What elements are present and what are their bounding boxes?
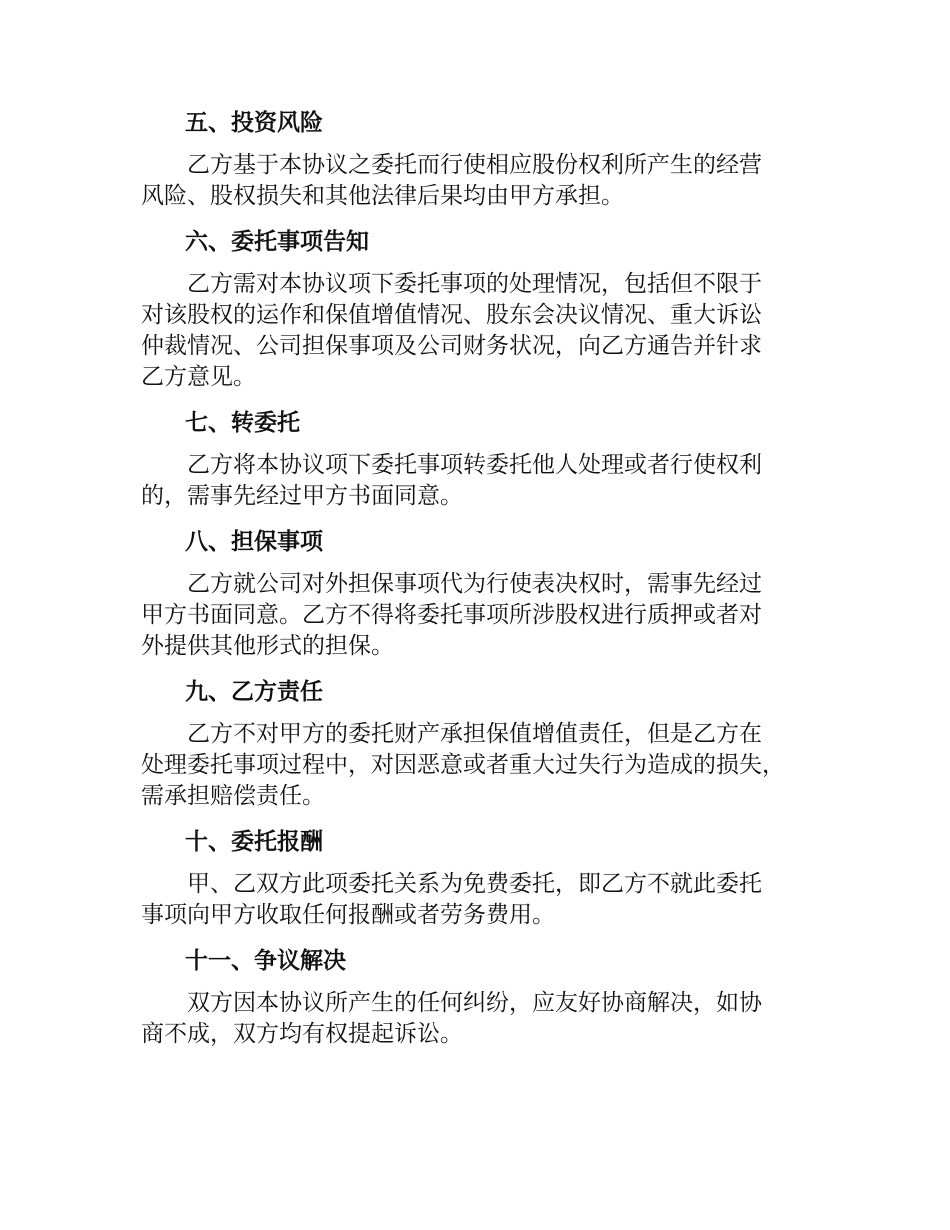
paragraph-line: 需承担赔偿责任。 (141, 783, 325, 809)
paragraph-line: 乙方就公司对外担保事项代为行使表决权时，需事先经过 (187, 571, 762, 597)
section-heading: 十一、争议解决 (185, 948, 346, 974)
paragraph-line: 商不成，双方均有权提起诉讼。 (141, 1021, 463, 1047)
paragraph-line: 事项向甲方收取任何报酬或者劳务费用。 (141, 902, 555, 928)
paragraph-line: 甲、乙双方此项委托关系为免费委托，即乙方不就此委托 (187, 871, 762, 897)
section-heading: 九、乙方责任 (185, 679, 323, 705)
section-heading: 十、委托报酬 (185, 829, 323, 855)
section-investment-risk (141, 108, 831, 212)
section-paragraph (141, 569, 831, 662)
section-sub-entrustment (141, 408, 831, 512)
section-paragraph (141, 150, 831, 212)
section-remuneration (141, 827, 831, 931)
paragraph-line: 乙方意见。 (141, 364, 256, 390)
paragraph-line: 乙方不对甲方的委托财产承担保值增值责任，但是乙方在 (187, 721, 762, 747)
paragraph-line: 双方因本协议所产生的任何纠纷，应友好协商解决，如协 (187, 990, 762, 1016)
section-paragraph (141, 719, 831, 812)
section-paragraph (141, 269, 831, 393)
section-entrusted-matters-notice (141, 227, 831, 393)
section-paragraph (141, 450, 831, 512)
paragraph-line: 仲裁情况、公司担保事项及公司财务状况，向乙方通告并针求 (141, 333, 762, 359)
section-heading: 六、委托事项告知 (185, 229, 369, 255)
document-body (141, 108, 831, 1065)
section-paragraph (141, 988, 831, 1050)
section-heading: 五、投资风险 (185, 110, 323, 136)
paragraph-line: 乙方需对本协议项下委托事项的处理情况，包括但不限于 (187, 271, 762, 297)
section-heading: 七、转委托 (185, 410, 300, 436)
section-paragraph (141, 869, 831, 931)
section-guarantee-matters (141, 527, 831, 662)
paragraph-line: 外提供其他形式的担保。 (141, 633, 394, 659)
section-party-b-liability (141, 677, 831, 812)
paragraph-line: 的，需事先经过甲方书面同意。 (141, 483, 463, 509)
section-heading: 八、担保事项 (185, 529, 323, 555)
paragraph-line: 处理委托事项过程中，对因恶意或者重大过失行为造成的损失， (141, 752, 785, 778)
section-dispute-resolution (141, 946, 831, 1050)
paragraph-line: 乙方将本协议项下委托事项转委托他人处理或者行使权利 (187, 452, 762, 478)
paragraph-line: 风险、股权损失和其他法律后果均由甲方承担。 (141, 183, 624, 209)
paragraph-line: 对该股权的运作和保值增值情况、股东会决议情况、重大诉讼 (141, 302, 762, 328)
paragraph-line: 甲方书面同意。乙方不得将委托事项所涉股权进行质押或者对 (141, 602, 762, 628)
paragraph-line: 乙方基于本协议之委托而行使相应股份权利所产生的经营 (187, 152, 762, 178)
